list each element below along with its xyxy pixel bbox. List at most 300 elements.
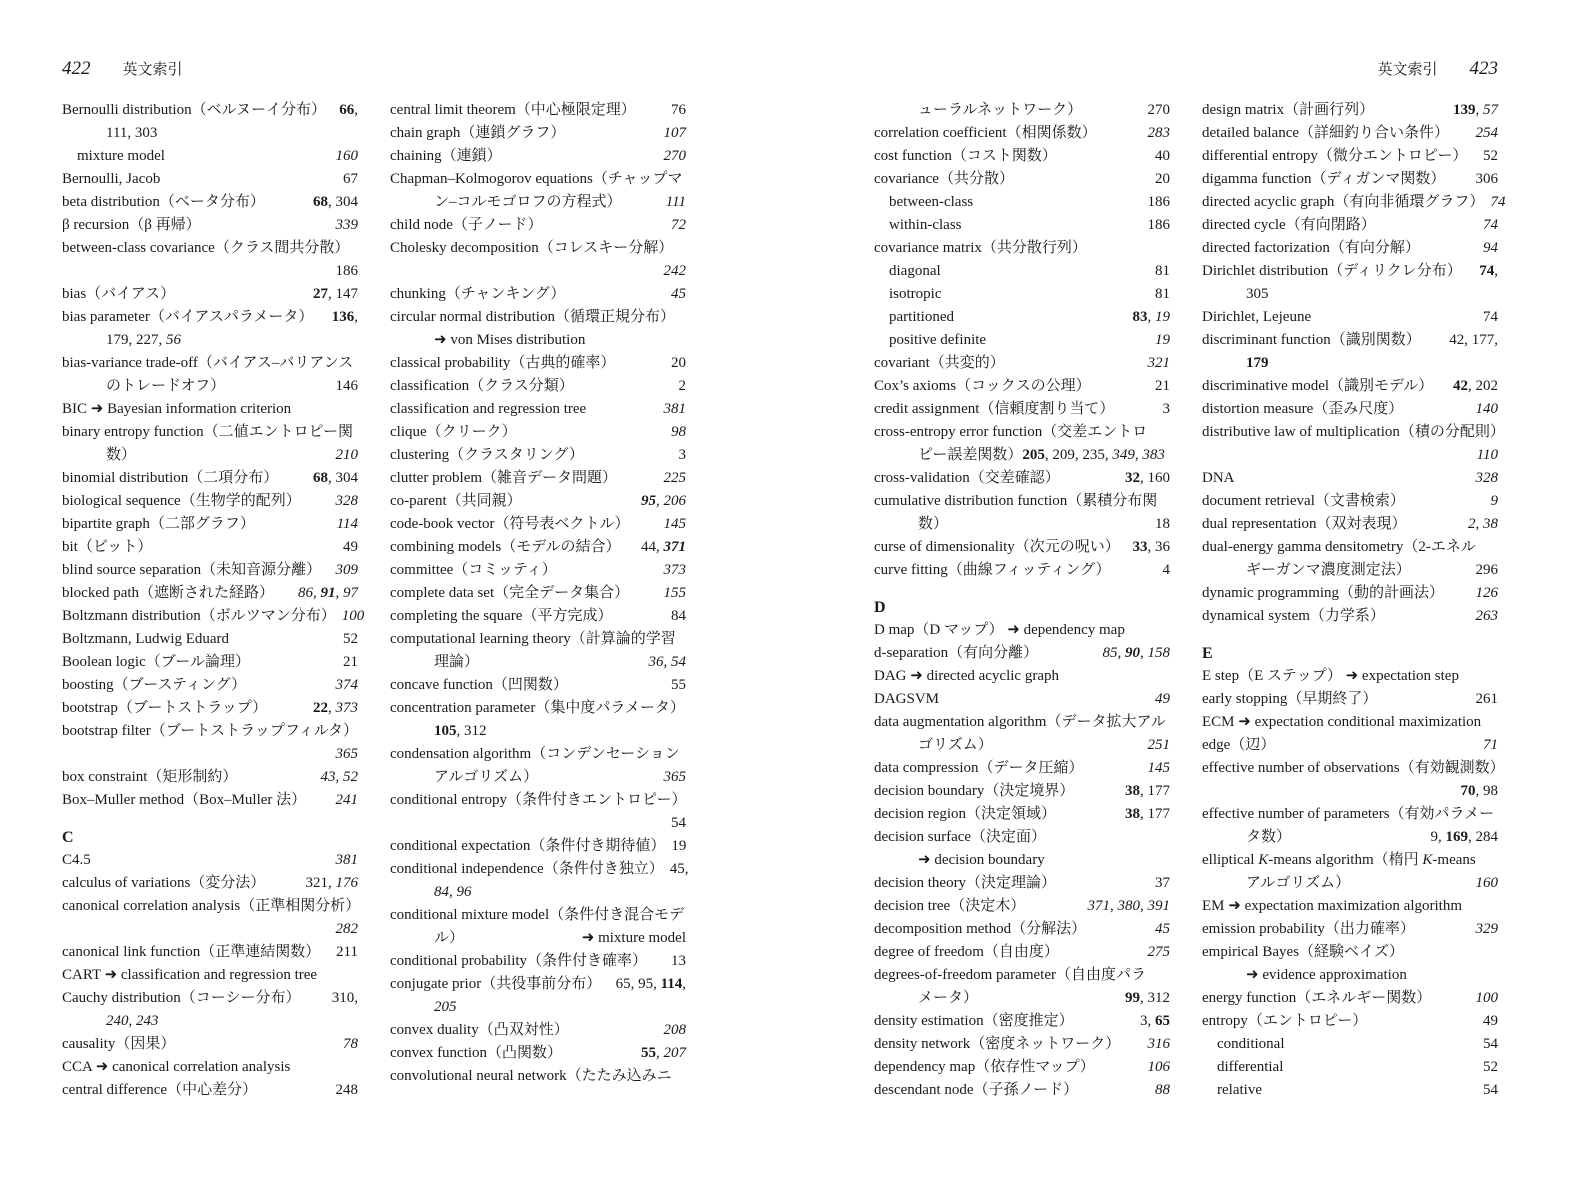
- index-page-ref: 71: [1483, 737, 1498, 753]
- index-page-ref: 381: [335, 852, 358, 868]
- index-term: diagonal: [889, 263, 941, 279]
- index-entry: [62, 214, 358, 237]
- index-entry: [62, 697, 358, 720]
- index-entry: [390, 651, 686, 674]
- index-page-ref: 100: [341, 608, 365, 624]
- index-entry: [390, 214, 686, 237]
- index-term: computational learning theory（計算論的学習: [390, 631, 676, 647]
- index-entry: [62, 1033, 358, 1056]
- index-term: 84, 96: [434, 884, 472, 900]
- index-entry: [1202, 665, 1498, 688]
- index-entry: [390, 329, 686, 352]
- index-page-ref: 74: [1483, 217, 1498, 233]
- index-term: energy function（エネルギー関数）: [1202, 990, 1432, 1006]
- index-term: curve fitting（曲線フィッティング）: [874, 562, 1111, 578]
- index-term: Boltzmann, Ludwig Eduard: [62, 631, 230, 647]
- index-entry: [874, 444, 1170, 467]
- index-entry: [390, 927, 686, 950]
- index-page-ref: 99, 312: [1125, 990, 1170, 1006]
- index-term: Boolean logic（ブール論理）: [62, 654, 250, 670]
- index-entry: [874, 306, 1170, 329]
- index-entry: [1202, 941, 1498, 964]
- index-entry: [1202, 849, 1498, 872]
- index-page-ref: 49: [1483, 1013, 1498, 1029]
- index-page-ref: 42, 202: [1453, 378, 1498, 394]
- index-term: detailed balance（詳細釣り合い条件）: [1202, 125, 1450, 141]
- index-entry: [390, 789, 686, 812]
- index-entry: [390, 674, 686, 697]
- index-page-ref: 296: [1475, 562, 1498, 578]
- index-page-ref: 9: [1490, 493, 1498, 509]
- index-column-1: [62, 99, 365, 1102]
- index-page-ref: 110: [1476, 447, 1498, 463]
- index-entry: [1202, 1010, 1498, 1033]
- index-term: concave function（凹関数）: [390, 677, 568, 693]
- index-entry: [874, 536, 1170, 559]
- index-page-ref: 95, 206: [641, 493, 686, 509]
- index-term: conditional expectation（条件付き期待値）: [390, 838, 666, 854]
- index-entry: [1202, 987, 1498, 1010]
- index-term: clique（クリーク）: [390, 424, 517, 440]
- index-term: E: [1202, 645, 1213, 662]
- index-entry: [390, 835, 686, 858]
- index-entry: [62, 872, 358, 895]
- index-entry: [1202, 398, 1498, 421]
- index-page-ref: 4: [1162, 562, 1170, 578]
- index-term: Cauchy distribution（コーシー分布）: [62, 990, 301, 1006]
- index-term: classical probability（古典的確率）: [390, 355, 616, 371]
- index-page-ref: 329: [1475, 921, 1498, 937]
- index-term: Cholesky decomposition（コレスキー分解）: [390, 240, 674, 256]
- index-term: 105, 312: [434, 723, 487, 739]
- index-entry: [1202, 688, 1498, 711]
- index-term: cost function（コスト関数）: [874, 148, 1057, 164]
- index-term: clustering（クラスタリング）: [390, 447, 584, 463]
- index-term: ン–コルモゴロフの方程式）: [434, 194, 622, 210]
- index-term: Chapman–Kolmogorov equations（チャップマ: [390, 171, 683, 187]
- index-entry: [1202, 306, 1498, 329]
- index-term: 179: [1246, 355, 1269, 371]
- index-page-ref: 27, 147: [313, 286, 358, 302]
- index-entry: [62, 941, 358, 964]
- index-page-ref: 365: [663, 769, 686, 785]
- index-page-ref: 19: [671, 838, 687, 854]
- index-entry: [62, 674, 358, 697]
- index-entry: [874, 1010, 1170, 1033]
- index-entry: [1202, 513, 1498, 536]
- index-page-ref: 84: [671, 608, 686, 624]
- index-term: causality（因果）: [62, 1036, 176, 1052]
- index-page-ref: 2: [678, 378, 686, 394]
- index-term: concentration parameter（集中度パラメータ）: [390, 700, 685, 716]
- index-term: isotropic: [889, 286, 942, 302]
- index-entry: [62, 283, 358, 306]
- index-entry: [390, 559, 686, 582]
- index-entry: [874, 191, 1170, 214]
- index-page-ref: 126: [1475, 585, 1498, 601]
- index-page-ref: 328: [335, 493, 358, 509]
- index-entry: [390, 398, 686, 421]
- index-entry: [390, 1042, 686, 1065]
- index-term: distortion measure（歪み尺度）: [1202, 401, 1404, 417]
- index-term: convex function（凸関数）: [390, 1045, 563, 1061]
- index-entry: [1202, 757, 1505, 780]
- index-term: emission probability（出力確率）: [1202, 921, 1415, 937]
- index-page-ref: 106: [1147, 1059, 1170, 1075]
- index-entry: [390, 237, 686, 260]
- index-entry: [874, 1079, 1170, 1102]
- index-term: directed acyclic graph（有向非循環グラフ）: [1202, 194, 1485, 210]
- index-entry: [62, 191, 358, 214]
- index-entry: [874, 619, 1170, 642]
- index-term: discriminant function（識別関数）: [1202, 332, 1421, 348]
- index-entry: [62, 490, 358, 513]
- index-term: D: [874, 599, 886, 616]
- index-entry: [1202, 711, 1498, 734]
- index-entry: [1202, 122, 1498, 145]
- index-entry: [390, 881, 686, 904]
- index-term: boosting（ブースティング）: [62, 677, 247, 693]
- index-page-ref: 67: [343, 171, 358, 187]
- index-page-ref: 38, 177: [1125, 806, 1170, 822]
- index-page-ref: 107: [663, 125, 686, 141]
- index-entry: [874, 398, 1170, 421]
- index-page-ref: 22, 373: [313, 700, 358, 716]
- index-term: Dirichlet, Lejeune: [1202, 309, 1312, 325]
- index-page-ref: 54: [1483, 1082, 1498, 1098]
- index-section-letter: [1202, 642, 1498, 665]
- index-page-ref: 263: [1475, 608, 1498, 624]
- index-term: dynamical system（力学系）: [1202, 608, 1385, 624]
- index-term: credit assignment（信頼度割り当て）: [874, 401, 1115, 417]
- index-page-ref: 155: [663, 585, 686, 601]
- index-page-ref: 94: [1483, 240, 1498, 256]
- index-entry: [390, 99, 686, 122]
- index-term: DAG ➜ directed acyclic graph: [874, 668, 1059, 684]
- index-term: data augmentation algorithm（データ拡大アル: [874, 714, 1166, 730]
- index-page-ref: 9, 169, 284: [1430, 829, 1498, 845]
- index-entry: [874, 780, 1170, 803]
- page-header-right: [1377, 58, 1498, 80]
- index-term: のトレードオフ）: [106, 378, 226, 394]
- index-column-3: [874, 99, 1170, 1102]
- index-page-ref: 241: [335, 792, 358, 808]
- index-entry: [874, 688, 1170, 711]
- index-entry: [62, 849, 358, 872]
- index-term: Bernoulli distribution（ベルヌーイ分布）: [62, 102, 326, 118]
- index-term: differential entropy（微分エントロピー）: [1202, 148, 1468, 164]
- index-term: digamma function（ディガンマ関数）: [1202, 171, 1446, 187]
- index-entry: [874, 872, 1170, 895]
- index-page-ref: 381: [663, 401, 686, 417]
- index-page-ref: 371, 380, 391: [1087, 898, 1170, 914]
- index-term: chunking（チャンキング）: [390, 286, 566, 302]
- index-entry: [62, 536, 358, 559]
- index-term: edge（辺）: [1202, 737, 1276, 753]
- index-entry: [1202, 283, 1498, 306]
- index-term: curse of dimensionality（次元の呪い）: [874, 539, 1120, 555]
- index-page-ref: 328: [1475, 470, 1498, 486]
- index-page-ref: 33, 36: [1132, 539, 1170, 555]
- index-entry: [62, 237, 358, 260]
- index-page-ref: 43, 52: [320, 769, 358, 785]
- index-term: 240, 243: [106, 1013, 159, 1029]
- index-entry: [874, 237, 1170, 260]
- index-page-ref: 13: [671, 953, 686, 969]
- index-entry: [874, 642, 1170, 665]
- index-page-ref: 20: [671, 355, 686, 371]
- index-entry: [1202, 872, 1498, 895]
- index-entry: [1202, 352, 1498, 375]
- index-entry: [62, 375, 358, 398]
- index-term: conditional entropy（条件付きエントロピー）: [390, 792, 687, 808]
- index-entry: [390, 421, 686, 444]
- index-term: ギーガンマ濃度測定法）: [1246, 562, 1411, 578]
- index-term: 理論）: [434, 654, 480, 670]
- index-term: co-parent（共同親）: [390, 493, 522, 509]
- page-header-left: [62, 58, 183, 80]
- index-term: D map（D マップ） ➜ dependency map: [874, 622, 1125, 638]
- index-term: 179, 227, 56: [106, 332, 181, 348]
- index-entry: [390, 513, 686, 536]
- index-term: classification（クラス分類）: [390, 378, 574, 394]
- index-entry: [62, 720, 358, 743]
- index-term: box constraint（矩形制約）: [62, 769, 238, 785]
- index-term: document retrieval（文書検索）: [1202, 493, 1405, 509]
- index-term: design matrix（計画行列）: [1202, 102, 1375, 118]
- index-term: bit（ビット）: [62, 539, 153, 555]
- index-entry: [874, 964, 1170, 987]
- index-page-ref: 210: [335, 447, 358, 463]
- index-entry: [874, 987, 1170, 1010]
- index-page-ref: 45: [671, 286, 686, 302]
- index-page-ref: 86, 91, 97: [298, 585, 358, 601]
- index-term: mixture model: [77, 148, 165, 164]
- index-term: child node（子ノード）: [390, 217, 543, 233]
- index-section-letter: [874, 596, 1170, 619]
- index-entry: [874, 375, 1170, 398]
- index-term: between-class: [889, 194, 974, 210]
- index-entry: [874, 559, 1170, 582]
- index-term: differential: [1217, 1059, 1284, 1075]
- index-entry: [874, 1033, 1170, 1056]
- index-page-ref: 45: [1155, 921, 1170, 937]
- index-page-ref: 186: [335, 263, 358, 279]
- index-page-ref: 54: [1483, 1036, 1498, 1052]
- index-entry: [62, 467, 358, 490]
- index-entry: [390, 375, 686, 398]
- index-entry: [1202, 964, 1498, 987]
- index-term: between-class covariance（クラス間共分散）: [62, 240, 350, 256]
- index-entry: [390, 812, 686, 835]
- index-entry: [390, 582, 686, 605]
- index-entry: [390, 536, 686, 559]
- index-entry: [874, 826, 1170, 849]
- index-entry: [62, 306, 358, 329]
- index-term: ECM ➜ expectation conditional maximization: [1202, 714, 1482, 730]
- index-page-ref: 72: [671, 217, 686, 233]
- index-entry: [390, 352, 686, 375]
- index-entry: [390, 1065, 686, 1088]
- index-entry: [1202, 145, 1498, 168]
- index-entry: [62, 559, 358, 582]
- index-page-ref: 98: [671, 424, 686, 440]
- index-page-ref: 254: [1475, 125, 1498, 141]
- index-page-ref: 270: [663, 148, 686, 164]
- index-page-ref: 139, 57: [1453, 102, 1498, 118]
- index-term: 205: [434, 999, 457, 1015]
- index-term: cross-entropy error function（交差エントロ: [874, 424, 1148, 440]
- index-term: bootstrap（ブートストラップ）: [62, 700, 268, 716]
- index-term: ューラルネットワーク）: [918, 102, 1083, 118]
- index-page-ref: 52: [1483, 1059, 1498, 1075]
- index-term: canonical link function（正準連結関数）: [62, 944, 321, 960]
- index-page-ref: 44, 371: [641, 539, 686, 555]
- index-entry: [874, 803, 1170, 826]
- index-entry: [390, 191, 686, 214]
- index-entry: [62, 789, 358, 812]
- index-term: conjugate prior（共役事前分布）: [390, 976, 602, 992]
- running-title-left: 英文索引: [122, 62, 183, 78]
- index-term: density estimation（密度推定）: [874, 1013, 1074, 1029]
- index-term: アルゴリズム）: [1246, 875, 1351, 891]
- index-term: entropy（エントロピー）: [1202, 1013, 1368, 1029]
- index-page-ref: 78: [343, 1036, 358, 1052]
- index-term: ル）: [434, 930, 465, 946]
- index-entry: [62, 628, 358, 651]
- index-entry: [390, 766, 686, 789]
- index-term: positive definite: [889, 332, 987, 348]
- index-entry: [62, 168, 358, 191]
- index-entry: [874, 214, 1170, 237]
- index-page-ref: 208: [663, 1022, 686, 1038]
- index-entry: [874, 99, 1170, 122]
- index-term: conditional probability（条件付き確率）: [390, 953, 648, 969]
- index-page-ref: 88: [1155, 1082, 1170, 1098]
- index-term: d-separation（有向分離）: [874, 645, 1039, 661]
- index-page-ref: 321: [1147, 355, 1170, 371]
- index-page-ref: 2, 38: [1468, 516, 1498, 532]
- index-term: central limit theorem（中心極限定理）: [390, 102, 636, 118]
- index-entry: [62, 918, 358, 941]
- index-term: β recursion（β 再帰）: [62, 217, 201, 233]
- index-entry: [874, 283, 1170, 306]
- index-page-ref: 100: [1475, 990, 1498, 1006]
- index-term: DAGSVM: [874, 691, 940, 707]
- index-page-ref: 186: [1147, 217, 1170, 233]
- index-page-ref: 55: [671, 677, 686, 693]
- index-page-ref: 310,: [331, 990, 358, 1006]
- index-page-ref: 45,: [669, 861, 689, 877]
- page-number-right: 423: [1469, 58, 1498, 79]
- index-term: relative: [1217, 1082, 1262, 1098]
- index-page-ref: 42, 177,: [1449, 332, 1498, 348]
- index-term: blocked path（遮断された経路）: [62, 585, 275, 601]
- index-term: Cox’s axioms（コックスの公理）: [874, 378, 1091, 394]
- index-term: completing the square（平方完成）: [390, 608, 613, 624]
- index-page-ref: 111: [665, 194, 686, 210]
- index-page-ref: 3: [1162, 401, 1170, 417]
- index-entry: [1202, 559, 1498, 582]
- index-entry: [1202, 1056, 1498, 1079]
- index-page-ref: 68, 304: [313, 470, 358, 486]
- index-term: partitioned: [889, 309, 954, 325]
- index-entry: [874, 513, 1170, 536]
- index-term: convex duality（凸双対性）: [390, 1022, 569, 1038]
- index-term: 数）: [106, 447, 137, 463]
- index-term: bipartite graph（二部グラフ）: [62, 516, 255, 532]
- index-entry: [1202, 1079, 1498, 1102]
- page-number-left: 422: [62, 58, 91, 79]
- index-entry: [874, 895, 1170, 918]
- index-page-ref: 339: [335, 217, 358, 233]
- index-entry: [390, 260, 686, 283]
- index-term: elliptical K-means algorithm（楕円 K-means: [1202, 852, 1476, 868]
- index-entry: [62, 743, 358, 766]
- index-entry: [62, 987, 358, 1010]
- index-page-ref: 81: [1155, 286, 1170, 302]
- index-entry: [62, 145, 358, 168]
- index-term: distributive law of multiplication（積の分配則）: [1202, 424, 1505, 440]
- index-page-ref: 52: [343, 631, 358, 647]
- index-term: ➜ evidence approximation: [1246, 967, 1407, 983]
- index-page-ref: 65, 95, 114,: [615, 976, 686, 992]
- index-term: ゴリズム）: [918, 737, 993, 753]
- index-term: bootstrap filter（ブートストラップフィルタ）: [62, 723, 359, 739]
- index-page-ref: 365: [335, 746, 358, 762]
- index-term: E step（E ステップ） ➜ expectation step: [1202, 668, 1459, 684]
- index-entry: [62, 651, 358, 674]
- index-entry: [874, 734, 1170, 757]
- index-entry: [390, 283, 686, 306]
- index-page-ref: 275: [1147, 944, 1170, 960]
- index-entry: [874, 329, 1170, 352]
- index-term: Bernoulli, Jacob: [62, 171, 161, 187]
- index-term: correlation coefficient（相関係数）: [874, 125, 1097, 141]
- running-title-right: 英文索引: [1377, 62, 1438, 78]
- index-page-ref: 40: [1155, 148, 1170, 164]
- index-term: data compression（データ圧縮）: [874, 760, 1084, 776]
- index-term: conditional: [1217, 1036, 1285, 1052]
- index-entry: [62, 766, 358, 789]
- index-page-ref: 270: [1147, 102, 1170, 118]
- index-entry: [1202, 444, 1498, 467]
- index-page-ref: 3: [678, 447, 686, 463]
- index-term: CCA ➜ canonical correlation analysis: [62, 1059, 291, 1075]
- index-page-ref: 114: [336, 516, 358, 532]
- index-page-ref: 21: [343, 654, 358, 670]
- index-entry: [874, 711, 1170, 734]
- index-entry: [62, 964, 358, 987]
- index-page-ref: 374: [335, 677, 358, 693]
- index-term: central difference（中心差分）: [62, 1082, 258, 1098]
- index-page-ref: 282: [335, 921, 358, 937]
- index-entry: [874, 757, 1170, 780]
- index-page-ref: 373: [663, 562, 686, 578]
- index-page-ref: 52: [1483, 148, 1498, 164]
- index-column-4: [1202, 99, 1506, 1102]
- index-term: beta distribution（ベータ分布）: [62, 194, 265, 210]
- index-entry: [62, 444, 358, 467]
- index-term: biological sequence（生物学的配列）: [62, 493, 301, 509]
- index-entry: [390, 743, 686, 766]
- index-term: code-book vector（符号表ベクトル）: [390, 516, 630, 532]
- index-page-ref: 186: [1147, 194, 1170, 210]
- index-term: covariance（共分散）: [874, 171, 1014, 187]
- index-term: decision theory（決定理論）: [874, 875, 1057, 891]
- index-entry: [874, 145, 1170, 168]
- index-term: ➜ decision boundary: [918, 852, 1045, 868]
